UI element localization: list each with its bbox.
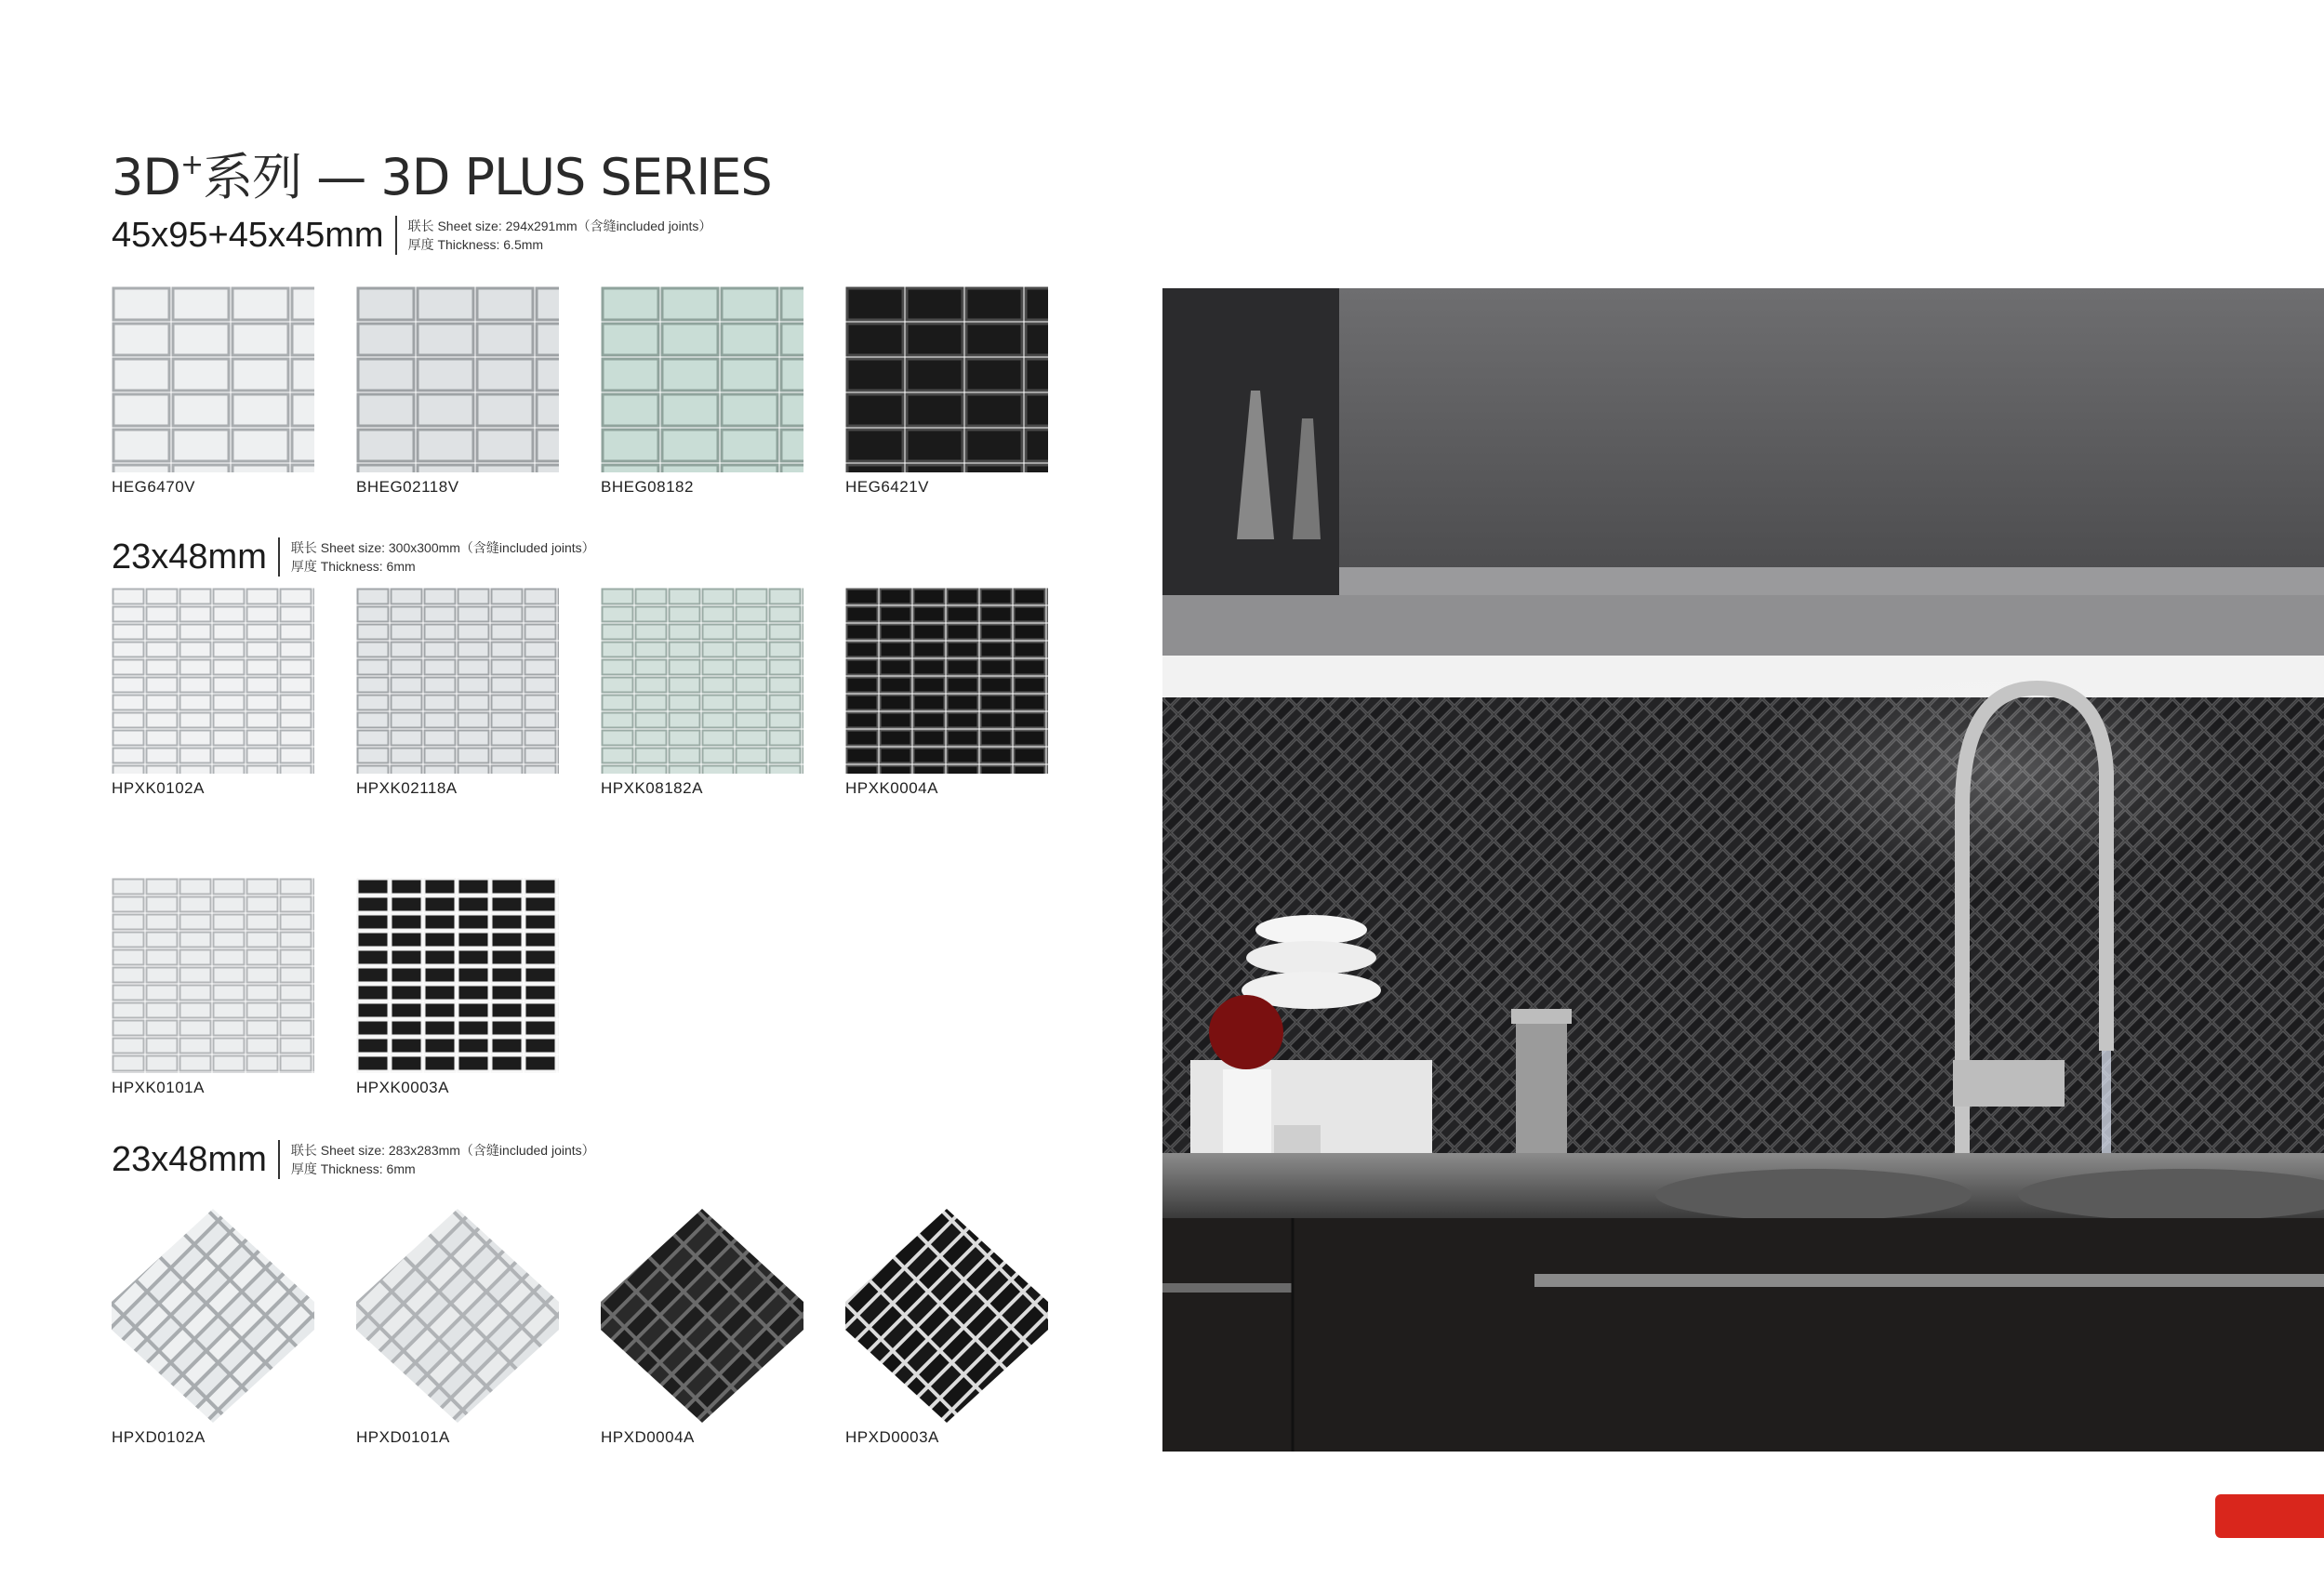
- tile-swatch-white: [112, 286, 314, 472]
- tile-code: HPXD0004A: [601, 1428, 695, 1446]
- tile-spec: 联长 Sheet size: 294x291mm（含缝included joints） 厚度 Thickness: 6.5mm: [407, 219, 712, 252]
- tile-code: HEG6470V: [112, 478, 195, 496]
- tile-code: HPXK08182A: [601, 779, 703, 797]
- tile-code: HPXK0003A: [356, 1079, 449, 1096]
- page-title: 3D+系列 — 3D PLUS SERIES: [112, 148, 772, 206]
- tile-swatch-black: [356, 878, 559, 1073]
- tile-code: HEG6421V: [845, 478, 929, 496]
- tile-sample: [356, 286, 559, 497]
- tile-code: BHEG02118V: [356, 478, 459, 496]
- tile-code: HPXD0102A: [112, 1428, 206, 1446]
- tile-sample: [601, 286, 803, 497]
- tile-spec: 联长 Sheet size: 300x300mm（含缝included joints） 厚度 Thickness: 6mm: [290, 540, 595, 574]
- tile-swatch-white-herringbone: [112, 1209, 314, 1423]
- tile-code: HPXK0102A: [112, 779, 205, 797]
- tile-sample: [601, 588, 803, 798]
- tile-swatch-black: [845, 286, 1048, 472]
- tile-sample: [112, 588, 314, 798]
- tile-size: 23x48mm: [112, 537, 280, 577]
- tile-sample: [112, 1209, 314, 1447]
- tile-sample: [845, 1209, 1048, 1447]
- tile-code: HPXD0101A: [356, 1428, 450, 1446]
- tile-code: HPXK02118A: [356, 779, 458, 797]
- tile-sample: [356, 1209, 559, 1447]
- section-header-2: [112, 537, 595, 577]
- tile-swatch-black: [845, 588, 1048, 774]
- tile-swatch-white: [112, 878, 314, 1073]
- page-tab-marker: [2215, 1494, 2324, 1538]
- kitchen-backsplash-photo: [1162, 288, 2324, 1452]
- section-header-3: [112, 1140, 595, 1179]
- tile-swatch-black-herringbone: [601, 1209, 803, 1423]
- tile-code: HPXK0101A: [112, 1079, 205, 1096]
- tile-sample: [845, 588, 1048, 798]
- tile-size: 45x95+45x45mm: [112, 216, 397, 255]
- kitchen-photo-illustration: [1162, 288, 2324, 1452]
- tile-sample: [112, 286, 314, 497]
- tile-sample: [112, 878, 314, 1097]
- tile-spec: 联长 Sheet size: 283x283mm（含缝included joints） 厚度 Thickness: 6mm: [290, 1143, 595, 1176]
- tile-swatch-grey: [356, 286, 559, 472]
- tile-swatch-white-herringbone: [356, 1209, 559, 1423]
- tile-swatch-grey: [356, 588, 559, 774]
- tile-size: 23x48mm: [112, 1140, 280, 1179]
- section-header-1: [112, 216, 711, 255]
- tile-sample: [845, 286, 1048, 497]
- tile-swatch-white: [112, 588, 314, 774]
- tile-swatch-mint: [601, 588, 803, 774]
- tile-code: HPXK0004A: [845, 779, 938, 797]
- tile-sample: [356, 588, 559, 798]
- tile-code: HPXD0003A: [845, 1428, 939, 1446]
- tile-swatch-mint: [601, 286, 803, 472]
- tile-sample: [601, 1209, 803, 1447]
- tile-swatch-black-herringbone: [845, 1209, 1048, 1423]
- tile-sample: [356, 878, 559, 1097]
- tile-code: BHEG08182: [601, 478, 694, 496]
